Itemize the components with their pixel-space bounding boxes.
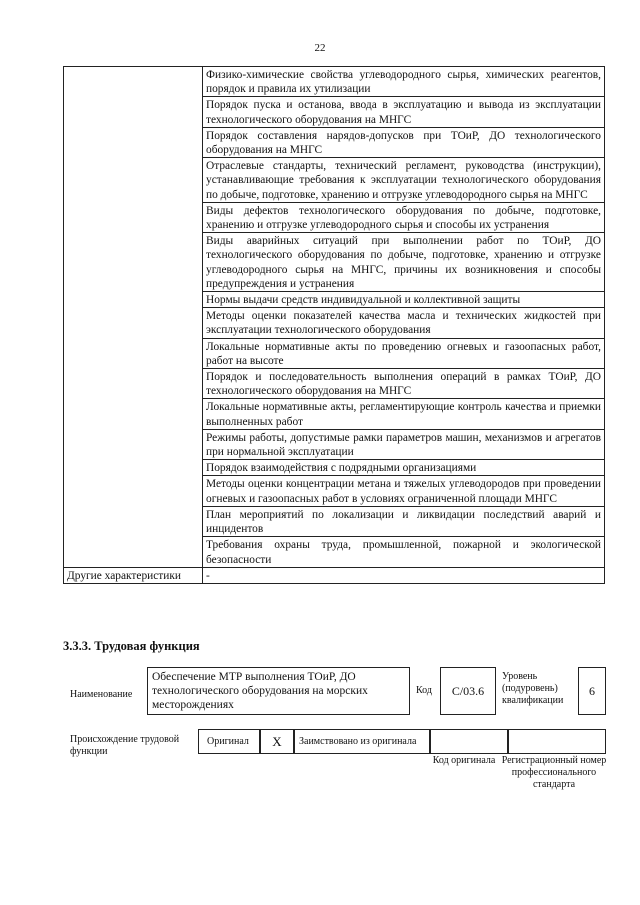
original-mark-cell: [260, 729, 294, 754]
function-code-box: С/03.6: [440, 667, 496, 715]
knowledge-item: Порядок и последовательность выполнения операций в рамках ТОиР, ДО технологического оборудования на МНГС: [203, 369, 605, 399]
knowledge-label-cell: [64, 67, 203, 568]
page-number: 22: [314, 42, 326, 54]
knowledge-item: Методы оценки концентрации метана и тяжелых углеводородов при проведении огневых и газоопасных работ в условиях ограниченной площади МНГС: [203, 476, 605, 506]
knowledge-item: Виды дефектов технологического оборудования по добыче, подготовке, хранению и отгрузке углеводородного сырья и способы их устранения: [203, 202, 605, 232]
knowledge-item: Требования охраны труда, промышленной, пожарной и экологической безопасности: [203, 537, 605, 567]
knowledge-item: Локальные нормативные акты по проведению огневых и газоопасных работ, работ на высоте: [203, 338, 605, 368]
code-label: Код: [416, 685, 432, 696]
qualification-level-box: 6: [578, 667, 606, 715]
qualification-level-label: Уровень (подуровень) квалификации: [502, 671, 564, 706]
section-heading: 3.3.3. Трудовая функция: [63, 639, 200, 653]
other-characteristics-row: [64, 567, 605, 583]
original-label: Оригинал: [207, 736, 249, 747]
borrowed-cell: [294, 729, 430, 754]
knowledge-item: Порядок пуска и останова, ввода в эксплуатацию и вывода из эксплуатации технологического оборудования на МНГС: [203, 97, 605, 127]
knowledge-item: Физико-химические свойства углеводородного сырья, химических реагентов, порядок и правила их утилизации: [203, 67, 605, 97]
knowledge-row: [64, 67, 605, 97]
origin-row: [198, 729, 606, 754]
knowledge-item: Локальные нормативные акты, регламентирующие контроль качества и приемки выполненных работ: [203, 399, 605, 429]
origin-label: Происхождение трудовой функции: [70, 734, 180, 757]
knowledge-item: Порядок взаимодействия с подрядными организациями: [203, 460, 605, 476]
code-original-label: Код оригинала: [432, 755, 496, 766]
reg-number-label: Регистрационный номер профессионального стандарта: [501, 755, 607, 790]
knowledge-item: Виды аварийных ситуаций при выполнении работ по ТОиР, ДО технологического оборудования по добыче, подготовке, хранению и отгрузке углеводородного сырья на МНГС, причины их возникновения и способы предупреждения и устранения: [203, 233, 605, 292]
reg-number-cell: [508, 729, 606, 754]
knowledge-item: Порядок составления нарядов-допусков при ТОиР, ДО технологического оборудования на МНГС: [203, 127, 605, 157]
knowledge-item: План мероприятий по локализации и ликвидации последствий аварий и инцидентов: [203, 506, 605, 536]
original-cell: [198, 729, 260, 754]
name-label: Наименование: [70, 689, 133, 700]
function-name-box: Обеспечение МТР выполнения ТОиР, ДО технологического оборудования на морских месторождениях: [147, 667, 410, 715]
other-characteristics-label: Другие характеристики: [64, 567, 203, 583]
knowledge-item: Режимы работы, допустимые рамки параметров машин, механизмов и агрегатов при нормальной эксплуатации: [203, 429, 605, 459]
requirements-table: [63, 66, 605, 584]
original-mark: X: [272, 734, 282, 749]
knowledge-item: Отраслевые стандарты, технический регламент, руководства (инструкции), устанавливающие требования к эксплуатации технологического оборудования по добыче, подготовке, хранению и отгрузке углеводородного сырья на МНГС: [203, 158, 605, 203]
borrowed-label: Заимствовано из оригинала: [299, 736, 417, 747]
code-original-cell: [430, 729, 508, 754]
other-characteristics-value: -: [203, 567, 605, 583]
knowledge-item: Методы оценки показателей качества масла и технических жидкостей при эксплуатации технологического оборудования: [203, 308, 605, 338]
knowledge-item: Нормы выдачи средств индивидуальной и коллективной защиты: [203, 292, 605, 308]
